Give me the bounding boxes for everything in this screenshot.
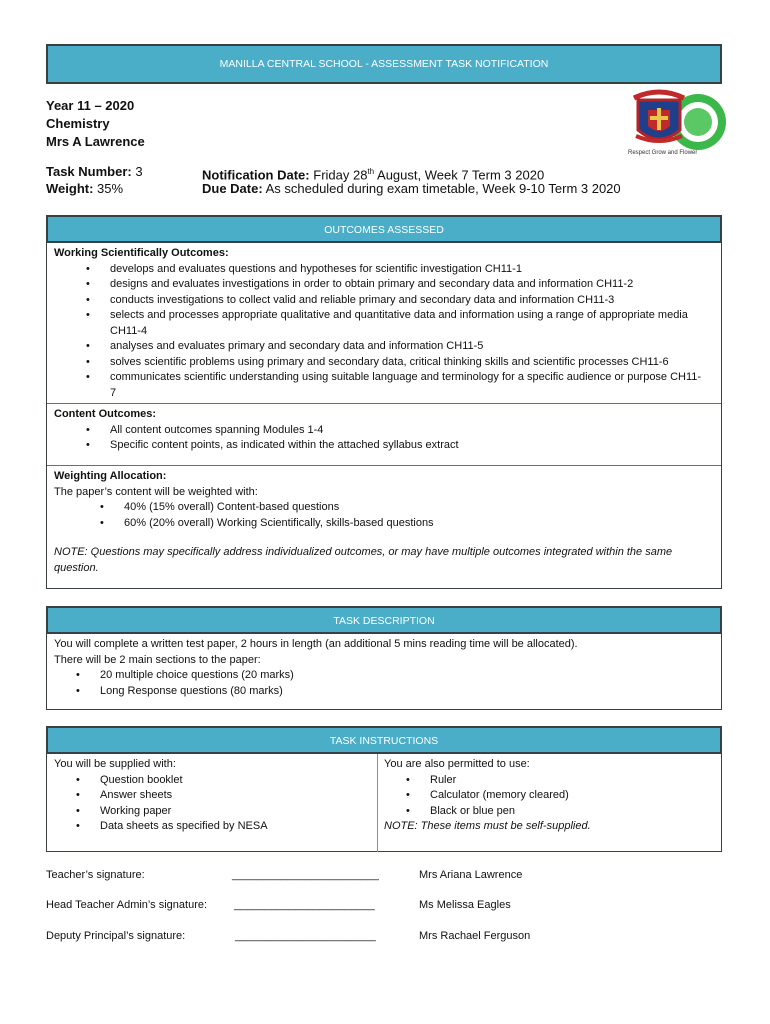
list-item: • designs and evaluates investigations in order to obtain primary and secondary data and information CH11-2 bbox=[54, 277, 704, 293]
outcomes-box bbox=[46, 243, 722, 589]
list-item: • Long Response questions (80 marks) bbox=[54, 684, 714, 700]
list-item: • Question booklet bbox=[54, 773, 374, 789]
content-outcomes-section bbox=[47, 403, 721, 465]
signature-label: Teacher’s signature: bbox=[46, 869, 145, 881]
description-content bbox=[47, 634, 721, 705]
instructions-box bbox=[46, 754, 722, 852]
permitted-column bbox=[384, 757, 714, 835]
column-divider bbox=[377, 754, 378, 852]
weighting-note: NOTE: Questions may specifically address individualized outcomes, or may have multiple outcomes integrated within the same question. bbox=[54, 546, 673, 574]
signature-label: Head Teacher Admin’s signature: bbox=[46, 899, 208, 911]
weighting-heading: Weighting Allocation: bbox=[54, 470, 167, 482]
description-line-2: There will be 2 main sections to the paper: bbox=[54, 653, 261, 666]
permitted-list bbox=[384, 773, 714, 820]
list-item: • 60% (20% overall) Working Scientifically, skills-based questions bbox=[54, 516, 714, 532]
logo-motto: Respect Grow and Flower bbox=[628, 150, 698, 156]
weighting-list bbox=[54, 500, 714, 531]
weighting-intro: The paper’s content will be weighted with: bbox=[54, 485, 258, 498]
list-item: • communicates scientific understanding using suitable language and terminology for a specific audience or purpose CH11-7 bbox=[54, 370, 704, 401]
list-item: • Black or blue pen bbox=[384, 804, 714, 820]
school-logo bbox=[628, 86, 730, 162]
signature-line[interactable]: ________________________ bbox=[232, 869, 379, 881]
signature-line[interactable]: _______________________ bbox=[235, 930, 376, 942]
outcomes-title: OUTCOMES ASSESSED bbox=[46, 215, 722, 243]
supplied-list bbox=[54, 773, 374, 835]
list-item: • develops and evaluates questions and hypotheses for scientific investigation CH11-1 bbox=[54, 262, 704, 278]
content-outcomes-heading: Content Outcomes: bbox=[54, 408, 157, 420]
supplied-column bbox=[54, 757, 374, 835]
signature-name: Ms Melissa Eagles bbox=[419, 899, 511, 911]
permitted-heading: You are also permitted to use: bbox=[384, 758, 530, 770]
weighting-section bbox=[47, 465, 721, 582]
list-item: • solves scientific problems using primary and secondary data, critical thinking skills and scientific processes CH11-6 bbox=[54, 355, 704, 371]
list-item: • Answer sheets bbox=[54, 788, 374, 804]
description-line-1: You will complete a written test paper, 2 hours in length (an additional 5 mins reading time will be allocated). bbox=[54, 638, 578, 650]
description-title: TASK DESCRIPTION bbox=[46, 606, 722, 634]
permitted-note: NOTE: These items must be self-supplied. bbox=[384, 820, 591, 832]
list-item: • Specific content points, as indicated within the attached syllabus extract bbox=[54, 438, 714, 454]
notification-date: Notification Date: Friday 28th August, Week 7 Term 3 2020 bbox=[202, 167, 545, 183]
page-banner: MANILLA CENTRAL SCHOOL - ASSESSMENT TASK NOTIFICATION bbox=[46, 44, 722, 84]
supplied-heading: You will be supplied with: bbox=[54, 758, 176, 770]
list-item: • conducts investigations to collect valid and reliable primary and secondary data and information CH11-3 bbox=[54, 293, 704, 309]
task-number: Task Number: 3 bbox=[46, 164, 143, 179]
signature-line[interactable]: _______________________ bbox=[234, 899, 375, 911]
list-item: • 40% (15% overall) Content-based questions bbox=[54, 500, 714, 516]
list-item: • selects and processes appropriate qualitative and quantitative data and information using a range of appropriate media CH11-4 bbox=[54, 308, 704, 339]
list-item: • 20 multiple choice questions (20 marks) bbox=[54, 668, 714, 684]
header-year: Year 11 – 2020 bbox=[46, 98, 135, 113]
list-item: • analyses and evaluates primary and secondary data and information CH11-5 bbox=[54, 339, 704, 355]
header-subject: Chemistry bbox=[46, 116, 110, 131]
signature-name: Mrs Ariana Lawrence bbox=[419, 869, 523, 881]
task-weight: Weight: 35% bbox=[46, 181, 124, 196]
header-teacher: Mrs A Lawrence bbox=[46, 134, 145, 149]
instructions-title: TASK INSTRUCTIONS bbox=[46, 726, 722, 754]
ws-outcomes-list bbox=[54, 262, 714, 402]
ws-outcomes-section bbox=[47, 243, 721, 403]
list-item: • Data sheets as specified by NESA bbox=[54, 819, 374, 835]
description-list bbox=[54, 668, 714, 699]
signature-name: Mrs Rachael Ferguson bbox=[419, 930, 531, 942]
ws-outcomes-heading: Working Scientifically Outcomes: bbox=[54, 247, 229, 259]
description-box bbox=[46, 634, 722, 710]
signature-label: Deputy Principal’s signature: bbox=[46, 930, 186, 942]
content-outcomes-list bbox=[54, 423, 714, 454]
due-date: Due Date: As scheduled during exam timetable, Week 9-10 Term 3 2020 bbox=[202, 181, 621, 196]
list-item: • Working paper bbox=[54, 804, 374, 820]
list-item: • All content outcomes spanning Modules 1-4 bbox=[54, 423, 714, 439]
list-item: • Ruler bbox=[384, 773, 714, 789]
list-item: • Calculator (memory cleared) bbox=[384, 788, 714, 804]
